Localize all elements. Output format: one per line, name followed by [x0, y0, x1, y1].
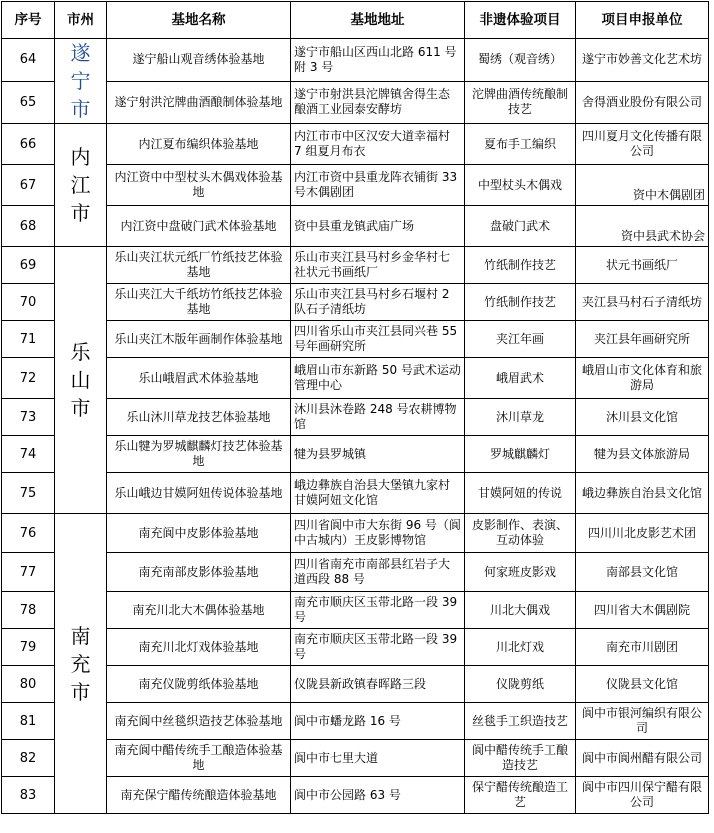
row-index: 82	[2, 740, 55, 777]
table-body	[2, 39, 709, 814]
applicant-unit: 阆中市银河编织有限公司	[576, 703, 709, 740]
base-name: 乐山夹江木版年画制作体验基地	[107, 321, 291, 358]
heritage-project: 阆中醋传统手工酿造技艺	[465, 740, 576, 777]
row-index: 75	[2, 473, 55, 514]
base-name: 乐山沐川草龙技艺体验基地	[107, 399, 291, 436]
base-name: 南充川北灯戏体验基地	[107, 629, 291, 666]
row-index: 66	[2, 124, 55, 165]
base-name: 乐山夹江状元纸厂竹纸技艺体验基地	[107, 247, 291, 284]
table-row	[2, 124, 709, 165]
table-row	[2, 703, 709, 740]
base-name: 南充川北大木偶体验基地	[107, 592, 291, 629]
applicant-unit: 夹江县年画研究所	[576, 321, 709, 358]
row-index: 77	[2, 553, 55, 592]
heritage-project: 夹江年画	[465, 321, 576, 358]
table-row	[2, 777, 709, 814]
heritage-project: 盘破门武术	[465, 206, 576, 247]
heritage-project: 竹纸制作技艺	[465, 284, 576, 321]
row-index: 79	[2, 629, 55, 666]
row-index: 65	[2, 81, 55, 124]
row-index: 67	[2, 165, 55, 206]
header-base-name: 基地名称	[107, 2, 291, 39]
header-index: 序号	[2, 2, 55, 39]
base-name: 遂宁船山观音绣体验基地	[107, 39, 291, 82]
applicant-unit: 四川川北皮影艺术团	[576, 514, 709, 553]
base-address: 犍为县罗城镇	[291, 436, 465, 473]
base-address: 峨边彝族自治县大堡镇九家村甘嫫阿妞文化馆	[291, 473, 465, 514]
heritage-project: 川北大偶戏	[465, 592, 576, 629]
base-address: 遂宁市船山区西山北路 611 号附 3 号	[291, 39, 465, 82]
heritage-base-table	[1, 1, 709, 814]
applicant-unit: 峨边彝族自治县文化馆	[576, 473, 709, 514]
base-address: 内江市市中区汉安大道幸福村 7 组夏月布衣	[291, 124, 465, 165]
heritage-project: 夏布手工编织	[465, 124, 576, 165]
table-row	[2, 740, 709, 777]
heritage-project: 保宁醋传统酿造工艺	[465, 777, 576, 814]
row-index: 81	[2, 703, 55, 740]
table-row	[2, 592, 709, 629]
base-name: 内江夏布编织体验基地	[107, 124, 291, 165]
table-row	[2, 321, 709, 358]
base-address: 仪陇县新政镇春晖路三段	[291, 666, 465, 703]
base-name: 乐山夹江大千纸坊竹纸技艺体验基地	[107, 284, 291, 321]
applicant-unit: 南部县文化馆	[576, 553, 709, 592]
heritage-project: 丝毯手工织造技艺	[465, 703, 576, 740]
city-name: 遂宁市	[70, 41, 91, 121]
row-index: 74	[2, 436, 55, 473]
applicant-unit: 遂宁市妙善文化艺术坊	[576, 39, 709, 82]
base-name: 遂宁射洪沱牌曲酒酿制体验基地	[107, 81, 291, 124]
base-name: 南充阆中丝毯织造技艺体验基地	[107, 703, 291, 740]
applicant-unit: 沐川县文化馆	[576, 399, 709, 436]
applicant-unit: 仪陇县文化馆	[576, 666, 709, 703]
base-address: 南充市顺庆区玉带北路一段 39 号	[291, 592, 465, 629]
base-address: 峨眉山市东新路 50 号武术运动管理中心	[291, 358, 465, 399]
base-name: 南充南部皮影体验基地	[107, 553, 291, 592]
base-address: 四川省乐山市夹江县同兴巷 55 号年画研究所	[291, 321, 465, 358]
base-name: 内江资中盘破门武术体验基地	[107, 206, 291, 247]
base-address: 遂宁市射洪县沱牌镇舍得生态酿酒工业园泰安酵坊	[291, 81, 465, 124]
table-row	[2, 553, 709, 592]
table-row	[2, 629, 709, 666]
applicant-unit: 阆中市阆州醋有限公司	[576, 740, 709, 777]
header-base-address: 基地地址	[291, 2, 465, 39]
base-name: 内江资中中型杖头木偶戏体验基地	[107, 165, 291, 206]
row-index: 70	[2, 284, 55, 321]
table-row	[2, 206, 709, 247]
row-index: 71	[2, 321, 55, 358]
heritage-project: 蜀绣（观音绣）	[465, 39, 576, 82]
row-index: 83	[2, 777, 55, 814]
header-city: 市州	[55, 2, 107, 39]
base-name: 乐山峨边甘嫫阿妞传说体验基地	[107, 473, 291, 514]
heritage-project: 中型杖头木偶戏	[465, 165, 576, 206]
row-index: 76	[2, 514, 55, 553]
base-name: 南充阆中皮影体验基地	[107, 514, 291, 553]
table-row	[2, 473, 709, 514]
base-name: 乐山犍为罗城麒麟灯技艺体验基地	[107, 436, 291, 473]
table-row	[2, 358, 709, 399]
heritage-project: 川北灯戏	[465, 629, 576, 666]
city-cell	[55, 514, 107, 814]
base-address: 资中县重龙镇武庙广场	[291, 206, 465, 247]
header-heritage-project: 非遗体验项目	[465, 2, 576, 39]
table-row	[2, 165, 709, 206]
applicant-unit: 峨眉山市文化体育和旅游局	[576, 358, 709, 399]
table-row	[2, 247, 709, 284]
heritage-project: 甘嫫阿妞的传说	[465, 473, 576, 514]
table-row	[2, 39, 709, 82]
heritage-project: 皮影制作、表演、互动体验	[465, 514, 576, 553]
row-index: 73	[2, 399, 55, 436]
heritage-project: 何家班皮影戏	[465, 553, 576, 592]
base-address: 内江市资中县重龙阵衣铺街 33 号木偶剧团	[291, 165, 465, 206]
city-cell	[55, 39, 107, 124]
row-index: 64	[2, 39, 55, 82]
heritage-base-table-container	[1, 1, 709, 814]
base-address: 阆中市公园路 63 号	[291, 777, 465, 814]
heritage-project: 沱牌曲酒传统酿制技艺	[465, 81, 576, 124]
base-address: 沐川县沐卷路 248 号农耕博物馆	[291, 399, 465, 436]
row-index: 69	[2, 247, 55, 284]
applicant-unit: 舍得酒业股份有限公司	[576, 81, 709, 124]
base-address: 乐山市夹江县马村乡石堰村 2 队石子清纸坊	[291, 284, 465, 321]
applicant-unit: 四川夏月文化传播有限公司	[576, 124, 709, 165]
applicant-unit: 阆中市四川保宁醋有限公司	[576, 777, 709, 814]
base-address: 南充市顺庆区玉带北路一段 39 号	[291, 629, 465, 666]
row-index: 78	[2, 592, 55, 629]
base-name: 乐山峨眉武术体验基地	[107, 358, 291, 399]
city-name: 内江市	[70, 145, 91, 225]
base-address: 阆中市七里大道	[291, 740, 465, 777]
row-index: 68	[2, 206, 55, 247]
heritage-project: 罗城麒麟灯	[465, 436, 576, 473]
city-cell	[55, 247, 107, 514]
applicant-unit: 南充市川剧团	[576, 629, 709, 666]
applicant-unit: 犍为县文体旅游局	[576, 436, 709, 473]
city-cell	[55, 124, 107, 247]
header-row	[2, 2, 709, 39]
base-name: 南充保宁醋传统酿造体验基地	[107, 777, 291, 814]
table-row	[2, 399, 709, 436]
base-address: 四川省阆中市大东街 96 号（阆中古城内）王皮影博物馆	[291, 514, 465, 553]
table-row	[2, 514, 709, 553]
base-address: 四川省南充市南部县红岩子大道西段 88 号	[291, 553, 465, 592]
base-name: 南充仪陇剪纸体验基地	[107, 666, 291, 703]
row-index: 80	[2, 666, 55, 703]
heritage-project: 峨眉武术	[465, 358, 576, 399]
applicant-unit: 四川省大木偶剧院	[576, 592, 709, 629]
row-index: 72	[2, 358, 55, 399]
header-applicant-unit: 项目申报单位	[576, 2, 709, 39]
base-address: 阆中市蟠龙路 16 号	[291, 703, 465, 740]
applicant-unit: 资中木偶剧团	[576, 165, 709, 206]
city-name: 乐山市	[70, 340, 91, 420]
base-name: 南充阆中醋传统手工酿造体验基地	[107, 740, 291, 777]
heritage-project: 仪陇剪纸	[465, 666, 576, 703]
applicant-unit: 状元书画纸厂	[576, 247, 709, 284]
heritage-project: 竹纸制作技艺	[465, 247, 576, 284]
table-row	[2, 81, 709, 124]
applicant-unit: 资中县武术协会	[576, 206, 709, 247]
heritage-project: 沐川草龙	[465, 399, 576, 436]
applicant-unit: 夹江县马村石子清纸坊	[576, 284, 709, 321]
city-name: 南充市	[70, 623, 91, 704]
table-row	[2, 436, 709, 473]
table-row	[2, 284, 709, 321]
base-address: 乐山市夹江县马村乡金华村七社状元书画纸厂	[291, 247, 465, 284]
table-row	[2, 666, 709, 703]
